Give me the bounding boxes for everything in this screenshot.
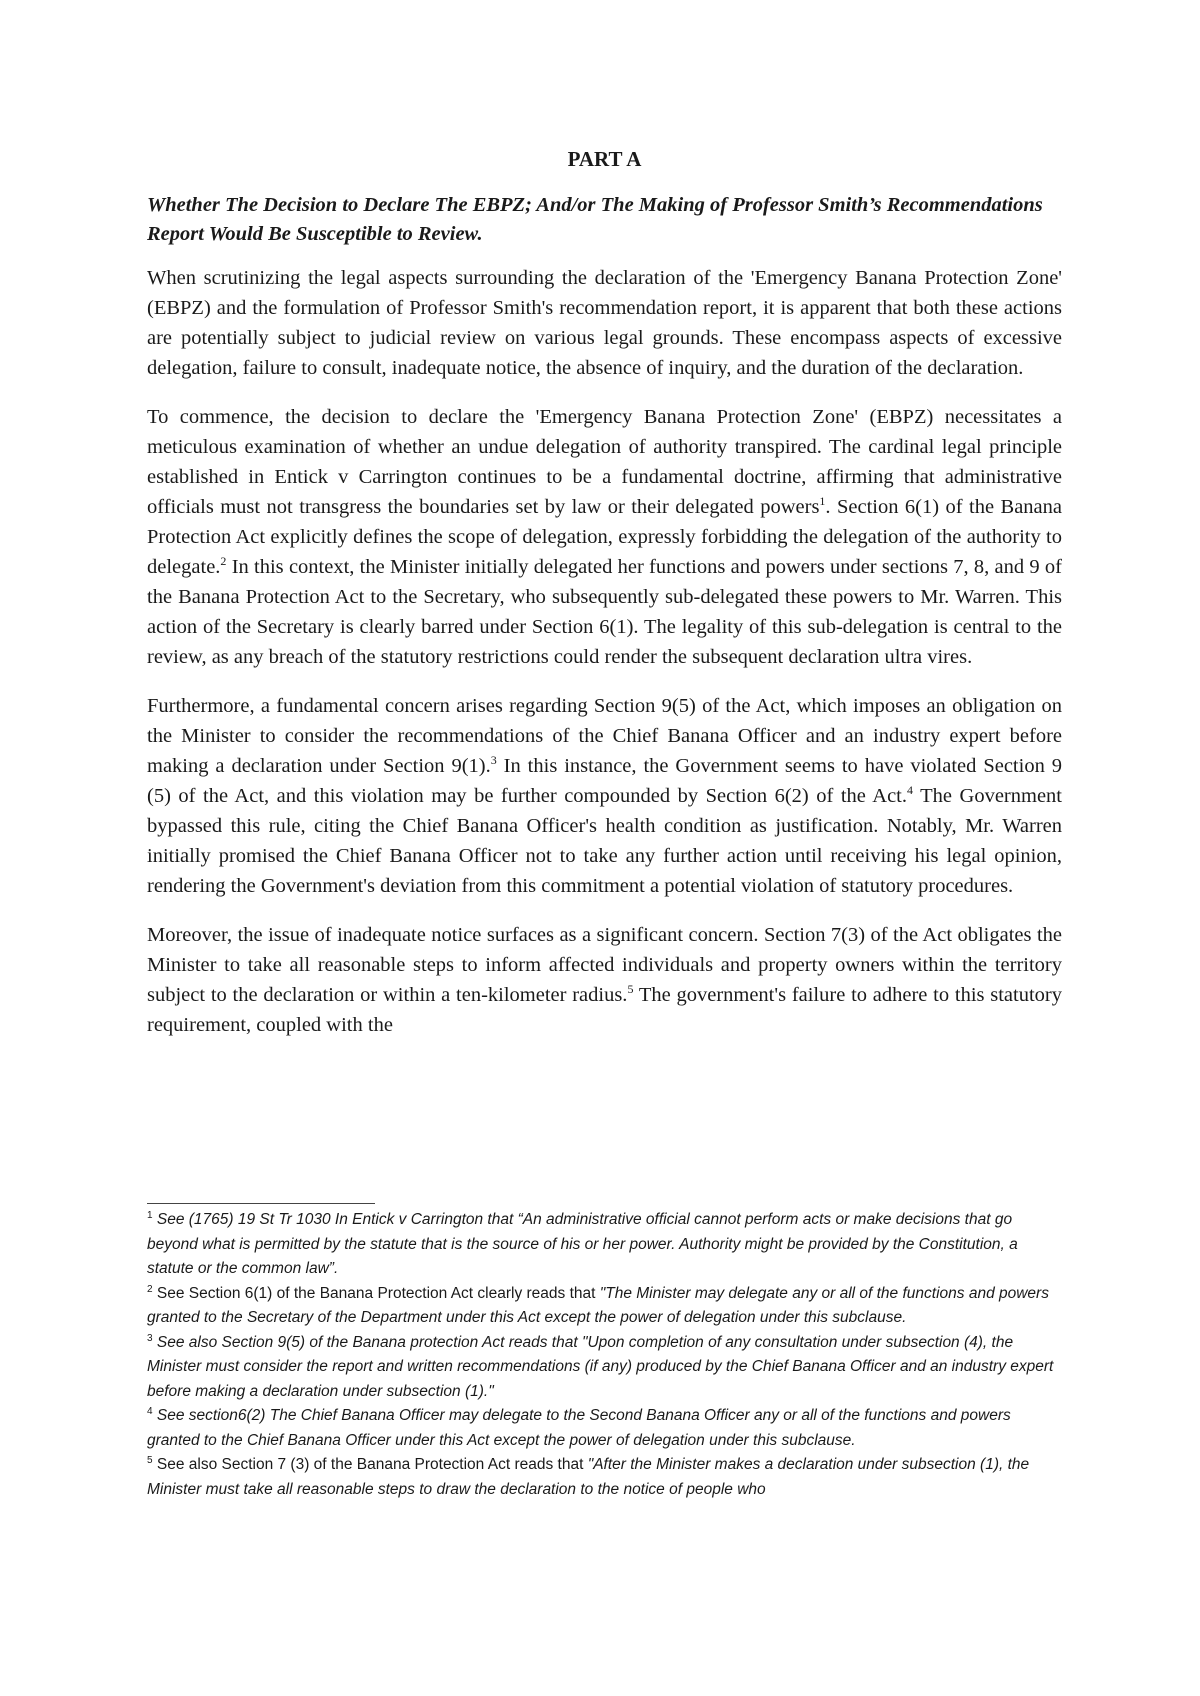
footnote-marker: 4 [147,1405,153,1417]
text-run: See also Section 7 (3) of the Banana Protection Act reads that [152,1456,588,1473]
footnote-marker: 3 [147,1332,153,1344]
text-run: Moreover, the issue of inadequate notice surfaces as a significant concern. Section 7(3) of the Act obligates the Minister to take all reasonable steps to inform affected individuals and property owners within the territory subject to the declaration or within a ten-kilometer radius. [147,924,1062,1006]
text-run: The government's failure to adhere to this statutory requirement, coupled with the [147,984,1062,1036]
text-run: "The Minister may delegate any or all of the functions and powers granted to the Secretary of the Department under this Act except the power of delegation under this subclause. [147,1284,1049,1326]
body-text [147,145,1062,1059]
footnote-marker: 5 [147,1454,153,1466]
footnote-list [147,1208,1062,1502]
text-run: See Section 6(1) of the Banana Protection Act clearly reads that [152,1284,600,1302]
paragraph [147,263,1062,383]
paragraph-list [147,263,1062,1040]
paragraph [147,402,1062,672]
text-run: To commence, the decision to declare the 'Emergency Banana Protection Zone' (EBPZ) necessitates a meticulous examination of whether an undue delegation of authority transpired. The cardinal legal principle established in Entick v Carrington continues to be a fundamental doctrine, affirming that administrative officials must not transgress the boundaries set by law or their delegated powers [147,406,1062,518]
footnote-marker: 4 [907,783,913,798]
footnote-separator [147,1203,375,1204]
footnote [147,1331,1062,1405]
text-run: When scrutinizing the legal aspects surrounding the declaration of the 'Emergency Banana Protection Zone' (EBPZ) and the formulation of Professor Smith's recommendation report, it is apparent that both these actions are potentially subject to judicial review on various legal grounds. These encompass aspects of excessive delegation, failure to consult, inadequate notice, the absence of inquiry, and the duration of the declaration. [147,267,1062,379]
footnote-marker: 3 [490,753,497,768]
footnote-marker: 1 [819,494,826,509]
text-run: See also Section 9(5) of the Banana protection Act reads that "Upon completion of any consultation under subsection (4), the Minister must consider the report and written recommendations (if any) produced by the Chief Banana Officer and an industry expert before making a declaration under subsection (1)." [147,1333,1054,1400]
footnote [147,1208,1062,1282]
paragraph [147,691,1062,901]
text-run: See section6(2) The Chief Banana Officer may delegate to the Second Banana Officer any or all of the functions and powers granted to the Chief Banana Officer under this Act except the power of delegation under this subclause. [147,1407,1011,1449]
footnote [147,1453,1062,1502]
text-run: . Section 6(1) of the Banana Protection Act explicitly defines the scope of delegation, expressly forbidding the delegation of the authority to delegate. [147,496,1063,578]
text-run: Furthermore, a fundamental concern arises regarding Section 9(5) of the Act, which imposes an obligation on the Minister to consider the recommendations of the Chief Banana Officer and an industry expert before making a declaration under Section 9(1). [147,695,1062,777]
paragraph [147,920,1062,1040]
footnote-marker: 1 [147,1209,153,1221]
text-run: "After the Minister makes a declaration under subsection (1), the Minister must take all reasonable steps to draw the declaration to the notice of people who [147,1456,1030,1498]
footnote-marker: 5 [627,982,634,997]
text-run: See (1765) 19 St Tr 1030 In Entick v Carrington that “An administrative official cannot perform acts or make decisions that go beyond what is permitted by the statute that is the source of his or her power. Authority might be provided by the Constitution, a statute or the common law”. [147,1211,1018,1277]
page-title: PART A [567,147,642,171]
footnote-marker: 2 [220,554,227,569]
footnote [147,1282,1062,1331]
section-heading: Whether The Decision to Declare The EBPZ; And/or The Making of Professor Smith’s Recommendations Report Would Be Susceptible to Review. [147,194,1043,245]
text-run: The Government bypassed this rule, citing the Chief Banana Officer's health condition as justification. Notably, Mr. Warren initially promised the Chief Banana Officer not to take any further action until receiving his legal opinion, rendering the Government's deviation from this commitment a potential violation of statutory procedures. [147,785,1062,897]
footnote-marker: 2 [147,1283,153,1295]
text-run: In this context, the Minister initially delegated her functions and powers under sections 7, 8, and 9 of the Banana Protection Act to the Secretary, who subsequently sub-delegated these powers to Mr. Warren. This action of the Secretary is clearly barred under Section 6(1). The legality of this sub-delegation is central to the review, as any breach of the statutory restrictions could render the subsequent declaration ultra vires. [147,556,1062,668]
text-run: In this instance, the Government seems to have violated Section 9 (5) of the Act, and this violation may be further compounded by Section 6(2) of the Act. [147,755,1062,807]
footnote [147,1404,1062,1453]
